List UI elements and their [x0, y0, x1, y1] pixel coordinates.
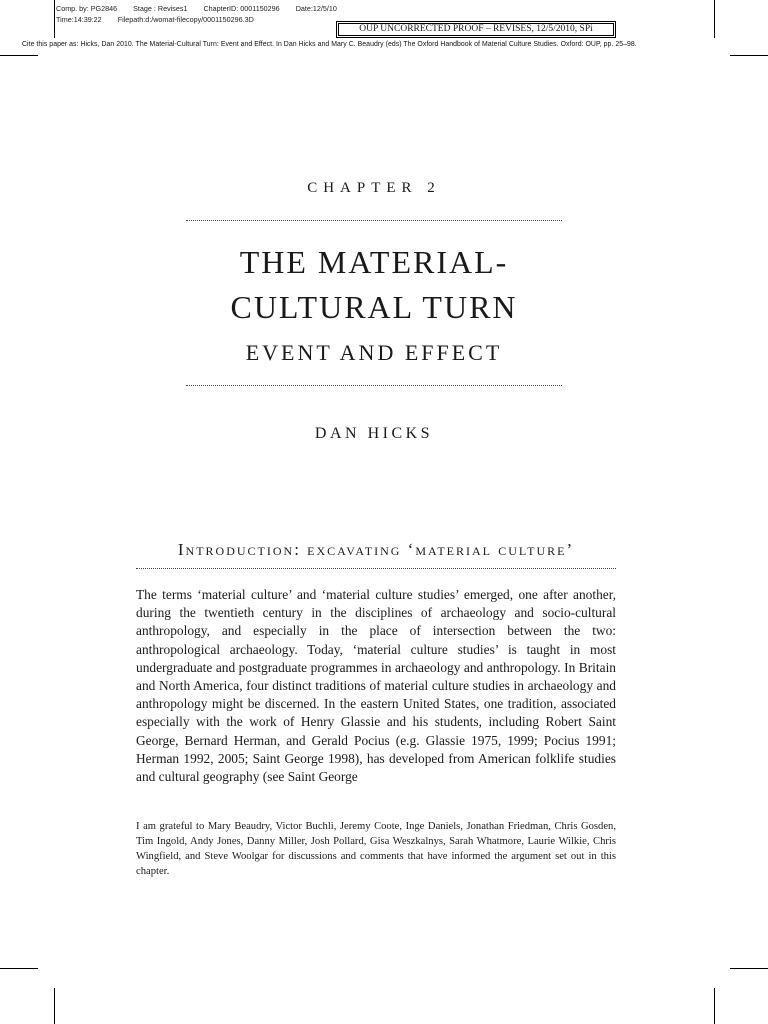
acknowledgement-footnote	[136, 819, 616, 879]
body-text	[136, 586, 616, 786]
body-paragraph: The terms ‘material culture’ and ‘material culture studies’ emerged, one after another, during the twentieth century in the disciplines of archaeology and socio-cultural anthropology, and especially in the place of intersection between the two: anthropological archaeology. Today, ‘material culture studies’ is taught in most undergraduate and postgraduate programmes in archaeology and anthropology. In Britain and North America, four distinct traditions of material culture studies in archaeology and anthropology might be discerned. In the eastern United States, one tradition, associated especially with the work of Henry Glassie and his students, including Robert Saint George, Bernard Herman, and Gerald Pocius (e.g. Glassie 1975, 1999; Pocius 1991; Herman 1992, 2005; Saint George 1998), has developed from American folklife studies and cultural geography (see Saint George	[136, 587, 616, 785]
chapter-title: THE MATERIAL-CULTURAL TURN	[230, 244, 518, 325]
crop-mark-left-top	[0, 55, 38, 56]
section-heading: Introduction: excavating ‘material culture’	[177, 540, 575, 559]
proof-status-box: OUP UNCORRECTED PROOF – REVISES, 12/5/2010, SPi	[338, 23, 614, 36]
proof-date: Date:12/5/10	[295, 4, 337, 13]
filepath: Filepath:d:/womat-filecopy/0001150296.3D	[117, 15, 254, 24]
dotted-rule-top	[186, 220, 562, 221]
dotted-rule-bottom	[186, 385, 562, 386]
comp-by: Comp. by: PG2846	[56, 4, 118, 13]
crop-mark-right-top	[730, 55, 768, 56]
footnote-text: I am grateful to Mary Beaudry, Victor Buchli, Jeremy Coote, Inge Daniels, Jonathan Friedman, Chris Gosden, Tim Ingold, Andy Jones, Danny Miller, Josh Pollard, Gisa Weszkalnys, Sarah Whatmore, Laurie Wilkie, Chris Wingfield, and Steve Woolgar for discussions and comments that have informed the argument set out in this chapter.	[136, 821, 616, 877]
proof-meta-line-1	[56, 4, 351, 13]
chapter-id: ChapterID: 0001150296	[203, 4, 280, 13]
crop-mark-top-left	[54, 0, 55, 38]
chapter-subtitle: EVENT AND EFFECT	[245, 340, 503, 365]
crop-mark-left-bottom	[0, 968, 38, 969]
chapter-label: CHAPTER 2	[307, 180, 441, 196]
crop-mark-right-bottom	[730, 968, 768, 969]
proof-meta-line-2	[56, 15, 268, 24]
proof-time: Time:14:39:22	[56, 15, 102, 24]
chapter-author: DAN HICKS	[314, 425, 434, 442]
crop-mark-bottom-right	[714, 988, 715, 1024]
crop-mark-bottom-left	[54, 988, 55, 1024]
section-dotted-rule	[136, 568, 616, 569]
citation-line: Cite this paper as: Hicks, Dan 2010. The Material-Cultural Turn: Event and Effect. In Dan Hicks and Mary C. Beaudry (eds) The Oxford Handbook of Material Culture Studies. Oxford: OUP, pp. 25–98.	[22, 41, 637, 48]
crop-mark-top-right	[714, 0, 715, 38]
stage: Stage : Revises1	[133, 4, 188, 13]
